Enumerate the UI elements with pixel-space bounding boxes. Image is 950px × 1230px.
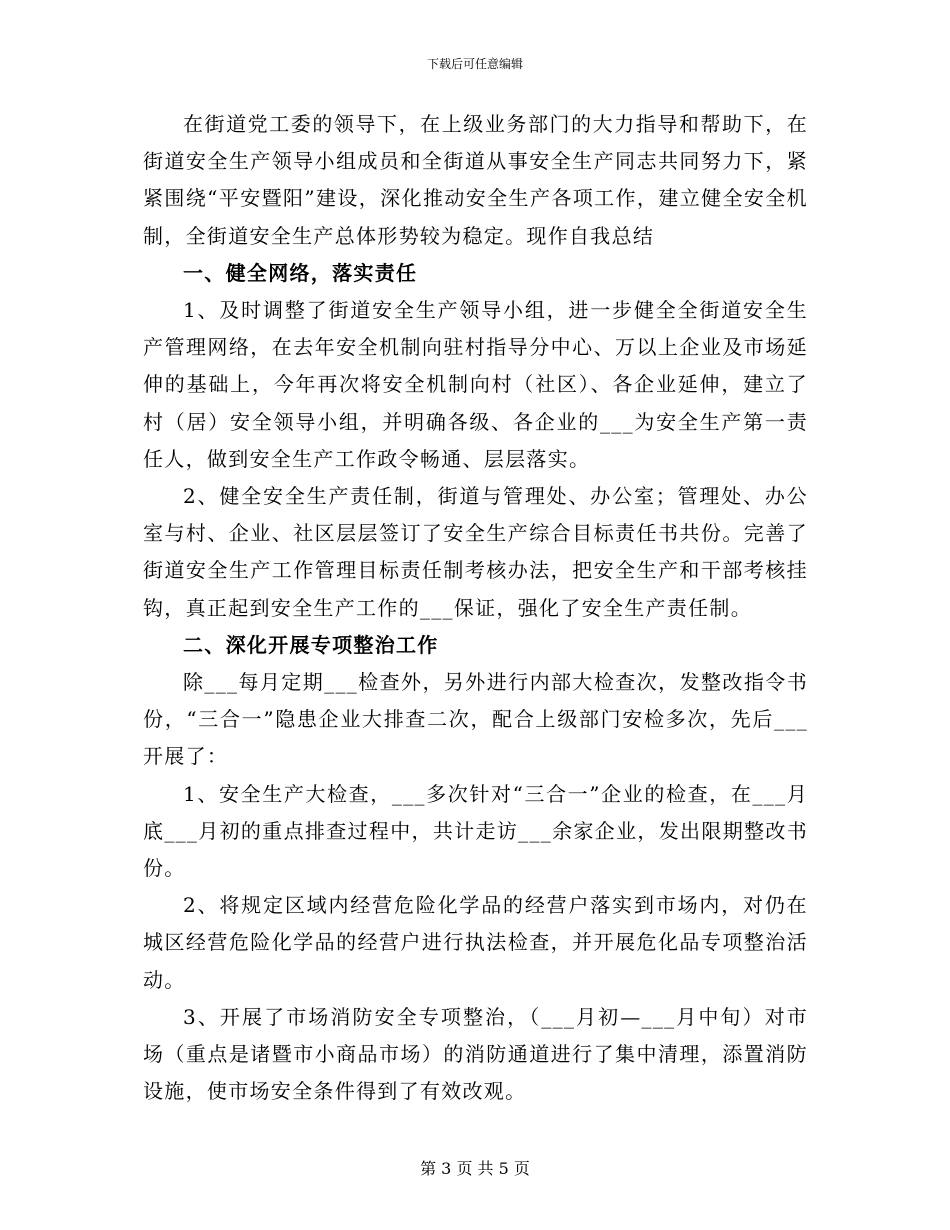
body-paragraph: 除___每月定期___检查外，另外进行内部大检查次，发整改指令书份，“三合一”隐患企业大排查二次，配合上级部门安检多次，先后___开展了： xyxy=(143,670,808,769)
document-body xyxy=(143,106,808,1110)
body-paragraph: 1、及时调整了街道安全生产领导小组，进一步健全全街道安全生产管理网络，在去年安全机制向驻村指导分中心、万以上企业及市场延伸的基础上，今年再次将安全机制向村（社区）、各企业延伸，建立了村（居）安全领导小组，并明确各级、各企业的___为安全生产第一责任人，做到安全生产工作政令畅通、层层落实。 xyxy=(143,298,808,471)
body-paragraph: 2、将规定区域内经营危险化学品的经营户落实到市场内，对仍在城区经营危险化学品的经营户进行执法检查，并开展危化品专项整治活动。 xyxy=(143,893,808,992)
section-heading-2: 二、深化开展专项整治工作 xyxy=(183,632,439,657)
body-paragraph: 1、安全生产大检查，___多次针对“三合一”企业的检查，在___月底___月初的重点排查过程中，共计走访___余家企业，发出限期整改书份。 xyxy=(143,781,808,881)
page-header: 下载后可任意编辑 xyxy=(426,57,523,71)
section-heading-1: 一、健全网络，落实责任 xyxy=(183,260,418,285)
page-footer: 第 3 页 共 5 页 xyxy=(420,1159,530,1178)
body-paragraph: 3、开展了市场消防安全专项整治，（___月初—___月中旬）对市场（重点是诸暨市小商品市场）的消防通道进行了集中清理，添置消防设施，使市场安全条件得到了有效改观。 xyxy=(143,1004,808,1104)
intro-paragraph: 在街道党工委的领导下，在上级业务部门的大力指导和帮助下，在街道安全生产领导小组成员和全街道从事安全生产同志共同努力下，紧紧围绕“平安暨阳”建设，深化推动安全生产各项工作，建立健全安全机制，全街道安全生产总体形势较为稳定。现作自我总结 xyxy=(143,112,808,248)
body-paragraph: 2、健全安全生产责任制，街道与管理处、办公室；管理处、办公室与村、企业、社区层层签订了安全生产综合目标责任书共份。完善了街道安全生产工作管理目标责任制考核办法，把安全生产和干部考核挂钩，真正起到安全生产工作的___保证，强化了安全生产责任制。 xyxy=(143,484,808,620)
